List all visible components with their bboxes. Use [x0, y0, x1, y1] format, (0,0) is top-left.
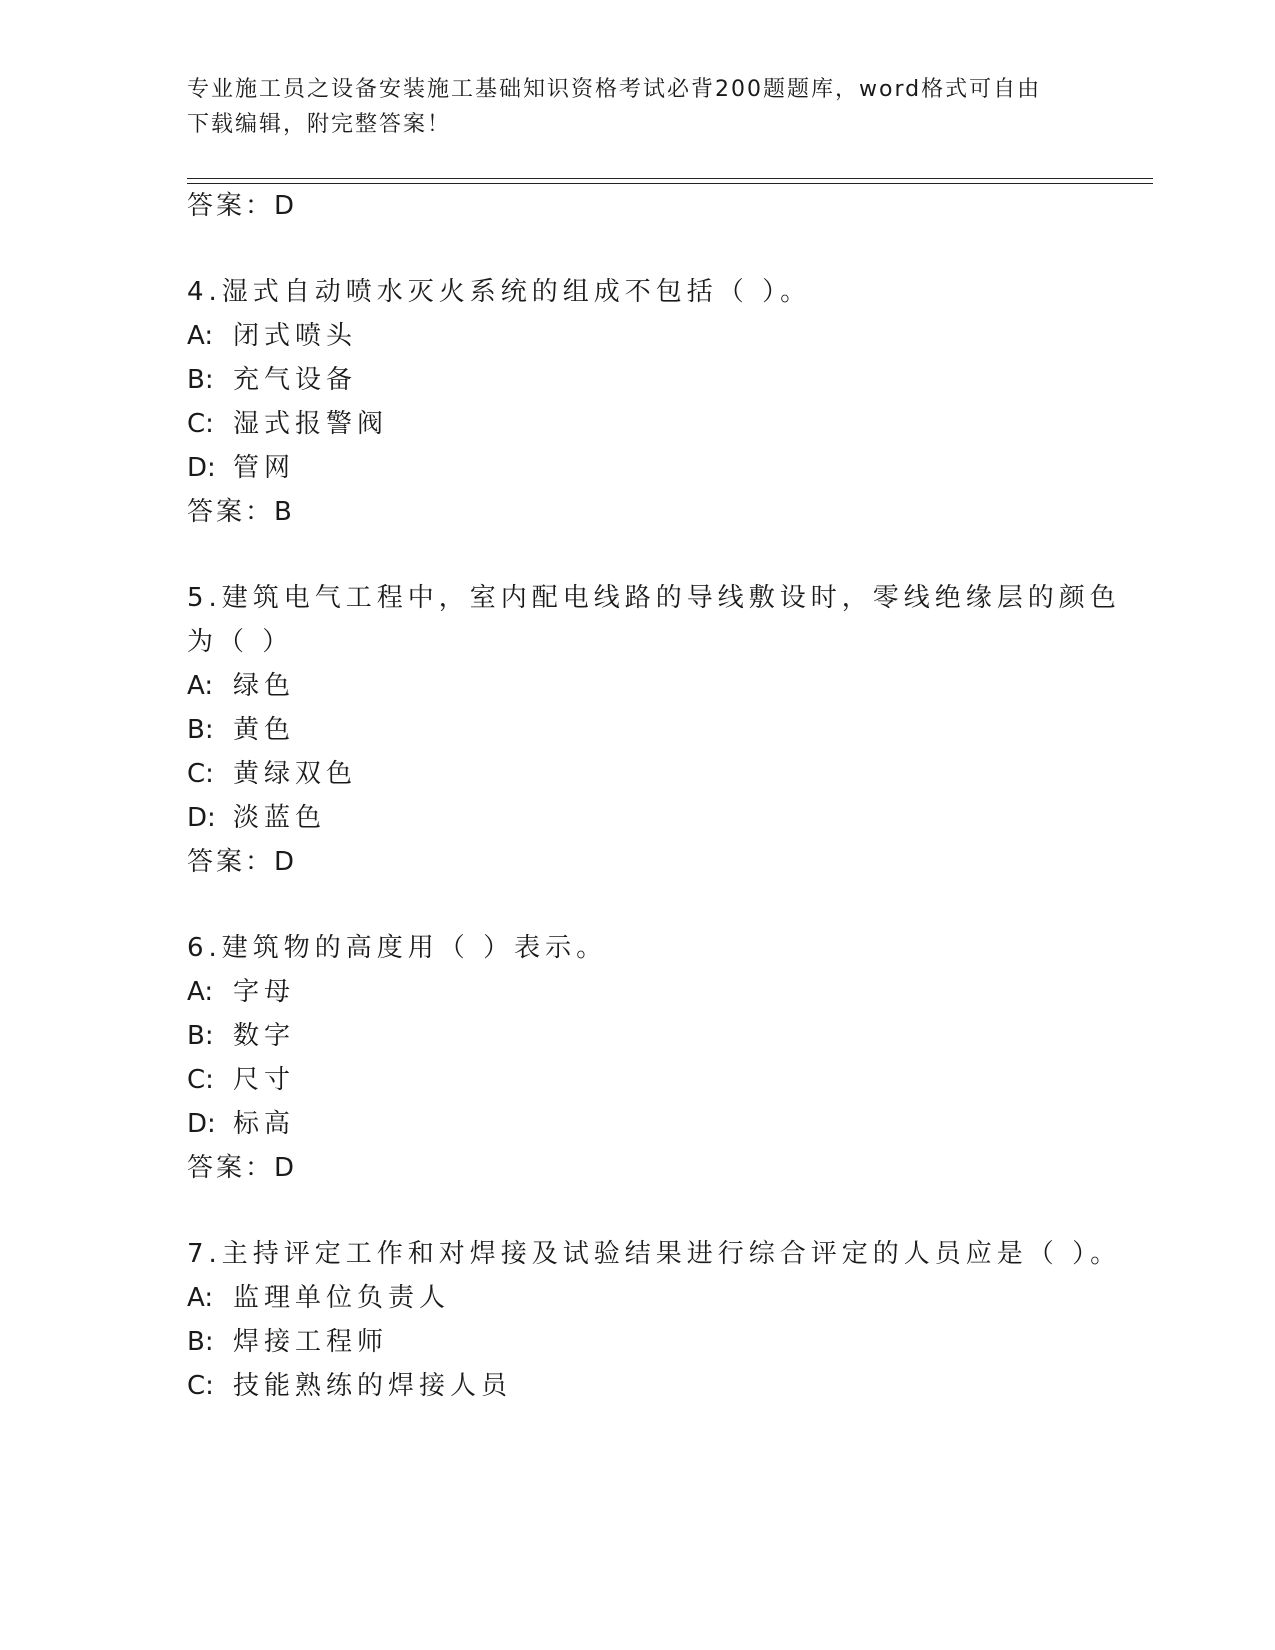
option-letter: B: — [187, 1021, 214, 1051]
option-text: 黄绿双色 — [233, 759, 358, 789]
question-7-option-b — [187, 1324, 388, 1360]
option-letter: C: — [187, 1065, 214, 1095]
option-letter: A: — [187, 321, 214, 351]
option-letter: C: — [187, 759, 214, 789]
option-letter: D: — [187, 453, 216, 483]
option-letter: C: — [187, 1371, 214, 1401]
option-letter: B: — [187, 715, 214, 745]
option-text: 尺寸 — [233, 1065, 296, 1095]
question-5-option-a — [187, 668, 295, 704]
question-5-stem-continued: 为（ ） — [187, 627, 294, 657]
question-6-answer: 答案：D — [187, 1153, 298, 1183]
option-letter: B: — [187, 365, 214, 395]
option-text: 字母 — [233, 977, 296, 1007]
option-letter: A: — [187, 1283, 214, 1313]
question-5-answer: 答案：D — [187, 847, 298, 877]
option-text: 数字 — [233, 1021, 296, 1051]
option-text: 监理单位负责人 — [233, 1283, 451, 1313]
question-4-option-c — [187, 406, 388, 442]
question-6-option-a — [187, 974, 295, 1010]
option-text: 闭式喷头 — [233, 321, 358, 351]
option-letter: D: — [187, 1109, 216, 1139]
question-7-option-a — [187, 1280, 450, 1316]
option-text: 标高 — [233, 1109, 296, 1139]
option-letter: A: — [187, 671, 214, 701]
header-line-1: 专业施工员之设备安装施工基础知识资格考试必背200题题库，word格式可自由 — [187, 77, 1042, 102]
option-letter: C: — [187, 409, 214, 439]
question-4-option-d — [187, 450, 295, 486]
question-5-option-d — [187, 800, 326, 836]
option-letter: A: — [187, 977, 214, 1007]
option-letter: B: — [187, 1327, 214, 1357]
option-text: 绿色 — [233, 671, 296, 701]
option-text: 技能熟练的焊接人员 — [233, 1371, 513, 1401]
question-6-option-c — [187, 1062, 295, 1098]
question-7-option-c — [187, 1368, 512, 1404]
option-text: 管网 — [233, 453, 296, 483]
answer-prev: 答案：D — [187, 191, 298, 221]
question-5-option-b — [187, 712, 295, 748]
question-5-option-c — [187, 756, 357, 792]
question-5-stem: 5.建筑电气工程中，室内配电线路的导线敷设时，零线绝缘层的颜色 — [187, 583, 1121, 613]
header-line-2: 下载编辑，附完整答案！ — [187, 112, 452, 137]
option-letter: D: — [187, 803, 216, 833]
header-rule-bottom — [187, 183, 1153, 184]
question-4-answer: 答案：B — [187, 497, 295, 527]
question-4-option-b — [187, 362, 357, 398]
question-6-option-d — [187, 1106, 295, 1142]
option-text: 湿式报警阀 — [233, 409, 389, 439]
question-4-stem: 4.湿式自动喷水灭火系统的组成不包括（ ）。 — [187, 277, 812, 307]
option-text: 充气设备 — [233, 365, 358, 395]
question-7-stem: 7.主持评定工作和对焊接及试验结果进行综合评定的人员应是（ ）。 — [187, 1239, 1122, 1269]
document-header — [187, 72, 1087, 142]
option-text: 黄色 — [233, 715, 296, 745]
option-text: 淡蓝色 — [233, 803, 327, 833]
question-6-stem: 6.建筑物的高度用（ ）表示。 — [187, 933, 608, 963]
option-text: 焊接工程师 — [233, 1327, 389, 1357]
question-4-option-a — [187, 318, 357, 354]
header-rule-top — [187, 178, 1153, 179]
question-6-option-b — [187, 1018, 295, 1054]
